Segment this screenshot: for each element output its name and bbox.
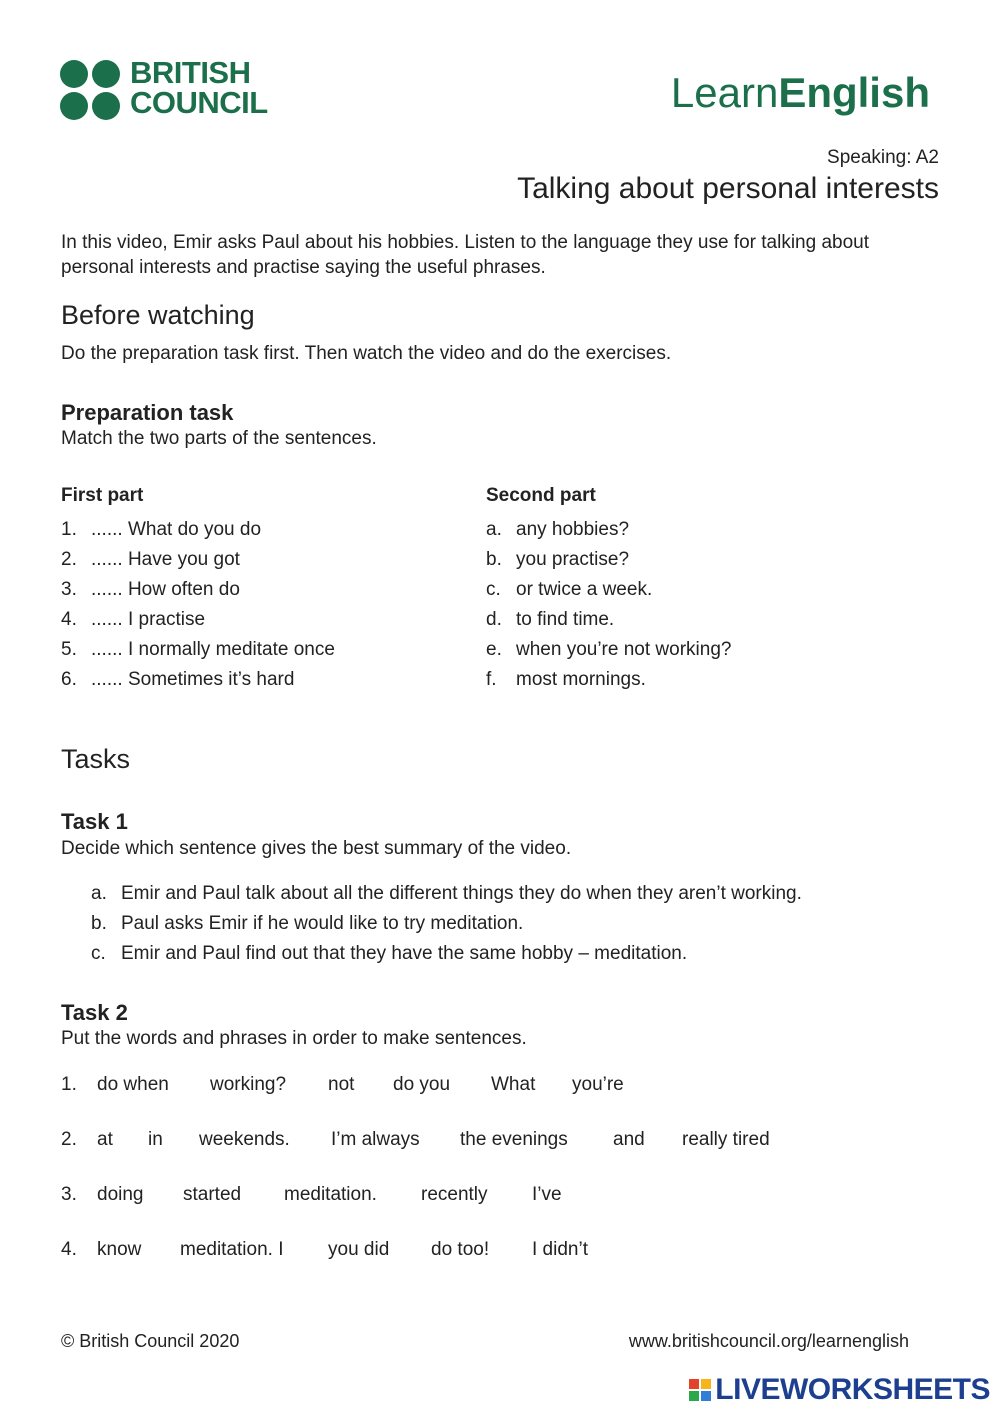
second-part-heading: Second part: [486, 485, 596, 506]
task2-instruction: Put the words and phrases in order to make sentences.: [61, 1028, 527, 1049]
before-watching-text: Do the preparation task first. Then watch the video and do the exercises.: [61, 343, 672, 364]
task2-row-number: 2.: [61, 1129, 77, 1150]
first-part-item: 5. ...... I normally meditate once: [61, 639, 335, 660]
first-part-item: 4. ...... I practise: [61, 609, 206, 630]
task1-option: a. Emir and Paul talk about all the different things they do when they aren’t working.: [91, 883, 802, 904]
word-chip: do you: [393, 1074, 451, 1095]
word-chip: not: [328, 1074, 355, 1095]
second-part-item: b. you practise?: [486, 549, 630, 570]
word-chip: weekends.: [199, 1129, 290, 1150]
task2-row: [0, 1129, 1000, 1155]
word-chip: you did: [328, 1239, 390, 1260]
preparation-task-instruction: Match the two parts of the sentences.: [61, 428, 377, 449]
task1-instruction: Decide which sentence gives the best summary of the video.: [61, 838, 572, 859]
task2-row: [0, 1074, 1000, 1100]
first-part-item: 2. ...... Have you got: [61, 549, 240, 570]
footer-url-link[interactable]: www.britishcouncil.org/learnenglish: [628, 1331, 909, 1351]
first-part-item: 1. ...... What do you do: [61, 519, 262, 540]
learnenglish-logo: LearnEnglish: [670, 69, 930, 116]
task2-row: [0, 1239, 1000, 1265]
word-chip: meditation. I: [180, 1239, 284, 1260]
word-chip: What: [491, 1074, 536, 1095]
second-part-item: d. to find time.: [486, 609, 615, 630]
british-council-wordmark: BRITISH COUNCIL: [130, 55, 268, 120]
word-chip: the evenings: [460, 1129, 568, 1150]
word-chip: meditation.: [284, 1184, 377, 1205]
word-chip: in: [148, 1129, 163, 1150]
word-chip: know: [97, 1239, 142, 1260]
liveworksheets-watermark: LIVEWORKSHEETS: [689, 1373, 990, 1407]
copyright-text: © British Council 2020: [61, 1331, 240, 1351]
second-part-item: a. any hobbies?: [486, 519, 630, 540]
first-part-item: 3. ...... How often do: [61, 579, 240, 600]
task1-option: c. Emir and Paul find out that they have the same hobby – meditation.: [91, 943, 688, 964]
word-chip: you’re: [572, 1074, 624, 1095]
word-chip: I’m always: [331, 1129, 420, 1150]
british-council-logo: [60, 55, 275, 122]
word-chip: do when: [97, 1074, 169, 1095]
word-chip: I didn’t: [532, 1239, 588, 1260]
liveworksheets-icon: [689, 1379, 711, 1401]
word-chip: do too!: [431, 1239, 490, 1260]
task2-row-number: 1.: [61, 1074, 77, 1095]
level-label: Speaking: A2: [827, 147, 939, 168]
task2-heading: Task 2: [61, 1000, 128, 1025]
tasks-heading: Tasks: [61, 744, 131, 774]
word-chip: at: [97, 1129, 113, 1150]
task2-row: [0, 1184, 1000, 1210]
word-chip: really tired: [682, 1129, 770, 1150]
before-watching-heading: Before watching: [61, 300, 255, 330]
british-council-dots-icon: [60, 60, 122, 122]
second-part-item: f. most mornings.: [486, 669, 646, 690]
page-title: Talking about personal interests: [517, 172, 939, 205]
task2-row-number: 3.: [61, 1184, 77, 1205]
word-chip: started: [183, 1184, 242, 1205]
intro-text: In this video, Emir asks Paul about his hobbies. Listen to the language they use for talking about personal interests and practise saying the useful phrases.: [61, 232, 870, 278]
first-part-heading: First part: [61, 485, 144, 506]
word-chip: doing: [97, 1184, 144, 1205]
word-chip: and: [613, 1129, 645, 1150]
word-chip: recently: [421, 1184, 488, 1205]
second-part-item: e. when you’re not working?: [486, 639, 732, 660]
word-chip: I’ve: [532, 1184, 562, 1205]
task1-heading: Task 1: [61, 809, 128, 834]
task2-row-number: 4.: [61, 1239, 77, 1260]
task1-option: b. Paul asks Emir if he would like to try meditation.: [91, 913, 524, 934]
second-part-item: c. or twice a week.: [486, 579, 653, 600]
preparation-task-heading: Preparation task: [61, 400, 234, 425]
word-chip: working?: [210, 1074, 287, 1095]
first-part-item: 6. ...... Sometimes it’s hard: [61, 669, 295, 690]
